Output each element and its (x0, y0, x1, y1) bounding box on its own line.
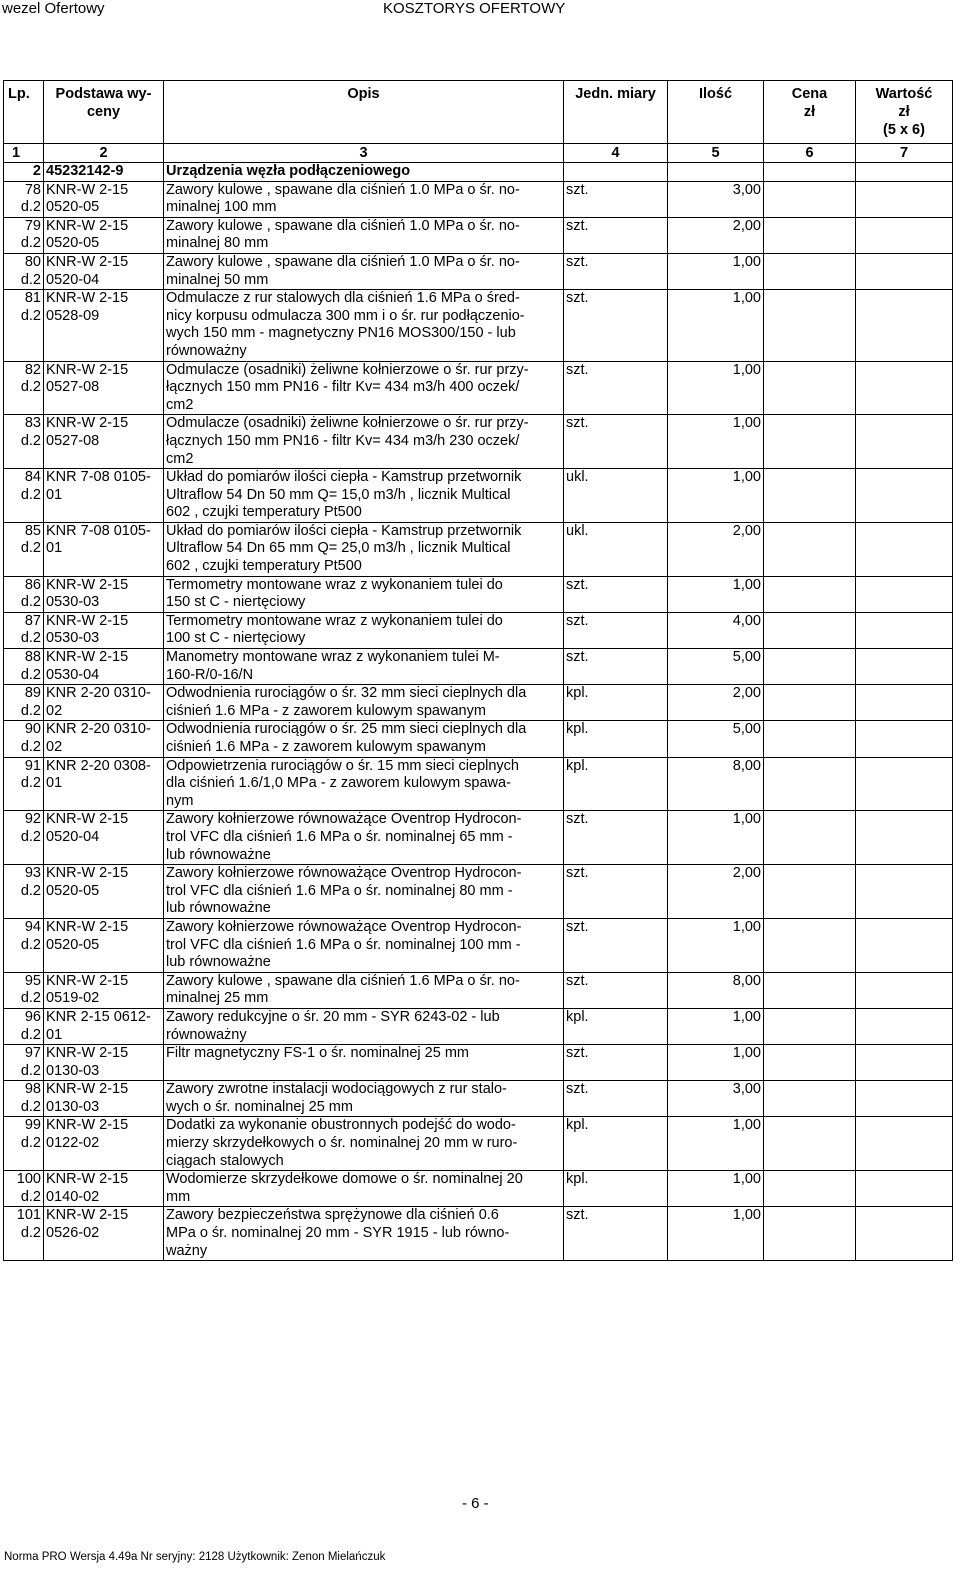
row-description: Dodatki za wykonanie obustronnych podejść do wodo- mierzy skrzydełkowych o śr. nominalnej 20 mm w ruro- ciągach stalowych (164, 1117, 564, 1171)
row-description: Odpowietrzenia rurociągów o śr. 15 mm sieci cieplnych dla ciśnień 1.6/1,0 MPa - z zaworem kulowym spawa- nym (164, 757, 564, 811)
row-price (764, 522, 856, 576)
row-value (856, 181, 953, 217)
row-lp: 81 d.2 (4, 290, 44, 361)
row-price (764, 1008, 856, 1044)
row-unit: szt. (564, 217, 668, 253)
row-unit: szt. (564, 612, 668, 648)
row-value (856, 253, 953, 289)
table-header-row (4, 81, 953, 144)
row-price (764, 181, 856, 217)
row-description: Zawory bezpieczeństwa sprężynowe dla ciśnień 0.6 MPa o śr. nominalnej 20 mm - SYR 1915 - lub równo- ważny (164, 1207, 564, 1261)
row-lp: 87 d.2 (4, 612, 44, 648)
row-basis: KNR-W 2-15 0530-04 (44, 649, 164, 685)
row-price (764, 972, 856, 1008)
row-description: Zawory zwrotne instalacji wodociągowych z rur stalo- wych o śr. nominalnej 25 mm (164, 1081, 564, 1117)
row-value (856, 415, 953, 469)
row-value (856, 918, 953, 972)
row-basis: KNR-W 2-15 0520-04 (44, 811, 164, 865)
row-value (856, 361, 953, 415)
row-unit: szt. (564, 865, 668, 919)
document-header-title: KOSZTORYS OFERTOWY (383, 0, 566, 17)
row-description: Manometry montowane wraz z wykonaniem tulei M- 160-R/0-16/N (164, 649, 564, 685)
row-price (764, 811, 856, 865)
row-basis: KNR-W 2-15 0520-05 (44, 918, 164, 972)
row-price (764, 1117, 856, 1171)
row-basis: KNR-W 2-15 0527-08 (44, 415, 164, 469)
table-row (4, 918, 953, 972)
table-row (4, 612, 953, 648)
row-quantity: 1,00 (668, 1117, 764, 1171)
row-quantity: 1,00 (668, 918, 764, 972)
row-value (856, 1207, 953, 1261)
row-quantity: 2,00 (668, 865, 764, 919)
row-lp: 86 d.2 (4, 576, 44, 612)
empty-cell (764, 163, 856, 182)
row-price (764, 576, 856, 612)
row-lp: 100 d.2 (4, 1171, 44, 1207)
row-description: Zawory kulowe , spawane dla ciśnień 1.0 MPa o śr. no- minalnej 100 mm (164, 181, 564, 217)
row-lp: 80 d.2 (4, 253, 44, 289)
row-lp: 88 d.2 (4, 649, 44, 685)
row-unit: szt. (564, 361, 668, 415)
row-price (764, 1171, 856, 1207)
row-basis: KNR 2-15 0612- 01 (44, 1008, 164, 1044)
column-number: 6 (764, 144, 856, 163)
row-value (856, 1171, 953, 1207)
row-unit: kpl. (564, 685, 668, 721)
row-description: Odwodnienia rurociągów o śr. 32 mm sieci cieplnych dla ciśnień 1.6 MPa - z zaworem kulowym spawanym (164, 685, 564, 721)
row-lp: 99 d.2 (4, 1117, 44, 1171)
row-description: Zawory kulowe , spawane dla ciśnień 1.0 MPa o śr. no- minalnej 50 mm (164, 253, 564, 289)
table-row (4, 972, 953, 1008)
row-description: Termometry montowane wraz z wykonaniem tulei do 150 st C - niertęciowy (164, 576, 564, 612)
row-unit: kpl. (564, 1008, 668, 1044)
row-basis: KNR-W 2-15 0530-03 (44, 612, 164, 648)
row-lp: 89 d.2 (4, 685, 44, 721)
row-description: Termometry montowane wraz z wykonaniem tulei do 100 st C - niertęciowy (164, 612, 564, 648)
row-value (856, 757, 953, 811)
column-number: 5 (668, 144, 764, 163)
row-unit: kpl. (564, 721, 668, 757)
row-quantity: 1,00 (668, 1008, 764, 1044)
row-quantity: 1,00 (668, 1207, 764, 1261)
row-basis: KNR-W 2-15 0526-02 (44, 1207, 164, 1261)
table-row (4, 415, 953, 469)
row-value (856, 1045, 953, 1081)
row-unit: szt. (564, 415, 668, 469)
row-unit: szt. (564, 972, 668, 1008)
row-unit: szt. (564, 290, 668, 361)
table-row (4, 721, 953, 757)
empty-cell (668, 163, 764, 182)
table-row (4, 685, 953, 721)
row-price (764, 865, 856, 919)
section-row (4, 163, 953, 182)
row-lp: 78 d.2 (4, 181, 44, 217)
row-price (764, 757, 856, 811)
row-value (856, 612, 953, 648)
row-quantity: 1,00 (668, 1045, 764, 1081)
row-price (764, 612, 856, 648)
row-value (856, 721, 953, 757)
row-quantity: 2,00 (668, 217, 764, 253)
row-description: Odmulacze (osadniki) żeliwne kołnierzowe o śr. rur przy- łącznych 150 mm PN16 - filtr Kv= 434 m3/h 400 oczek/ cm2 (164, 361, 564, 415)
table-row (4, 469, 953, 523)
row-quantity: 1,00 (668, 469, 764, 523)
row-price (764, 415, 856, 469)
row-unit: ukl. (564, 469, 668, 523)
column-number-row (4, 144, 953, 163)
column-number: 2 (44, 144, 164, 163)
row-quantity: 4,00 (668, 612, 764, 648)
row-unit: kpl. (564, 757, 668, 811)
row-unit: ukl. (564, 522, 668, 576)
row-lp: 95 d.2 (4, 972, 44, 1008)
section-lp: 2 (4, 163, 44, 182)
row-price (764, 649, 856, 685)
row-basis: KNR-W 2-15 0520-05 (44, 865, 164, 919)
row-value (856, 1117, 953, 1171)
row-unit: szt. (564, 181, 668, 217)
row-lp: 84 d.2 (4, 469, 44, 523)
empty-cell (856, 163, 953, 182)
row-basis: KNR 2-20 0310- 02 (44, 685, 164, 721)
row-lp: 92 d.2 (4, 811, 44, 865)
table-row (4, 181, 953, 217)
row-description: Filtr magnetyczny FS-1 o śr. nominalnej 25 mm (164, 1045, 564, 1081)
row-basis: KNR-W 2-15 0130-03 (44, 1081, 164, 1117)
column-header-price: Cena zł (764, 81, 856, 144)
row-basis: KNR 7-08 0105- 01 (44, 469, 164, 523)
row-basis: KNR-W 2-15 0520-05 (44, 217, 164, 253)
table-row (4, 649, 953, 685)
row-price (764, 361, 856, 415)
row-basis: KNR-W 2-15 0519-02 (44, 972, 164, 1008)
row-price (764, 217, 856, 253)
row-quantity: 2,00 (668, 685, 764, 721)
row-lp: 83 d.2 (4, 415, 44, 469)
row-price (764, 918, 856, 972)
row-unit: kpl. (564, 1171, 668, 1207)
table-row (4, 757, 953, 811)
column-header-value: Wartość zł (5 x 6) (856, 81, 953, 144)
page-number: - 6 - (462, 1495, 489, 1512)
table-row (4, 1008, 953, 1044)
row-value (856, 469, 953, 523)
row-basis: KNR-W 2-15 0122-02 (44, 1117, 164, 1171)
row-basis: KNR-W 2-15 0140-02 (44, 1171, 164, 1207)
row-price (764, 469, 856, 523)
row-value (856, 522, 953, 576)
row-description: Wodomierze skrzydełkowe domowe o śr. nominalnej 20 mm (164, 1171, 564, 1207)
table-row (4, 290, 953, 361)
row-lp: 101 d.2 (4, 1207, 44, 1261)
row-description: Odmulacze (osadniki) żeliwne kołnierzowe o śr. rur przy- łącznych 150 mm PN16 - filtr Kv= 434 m3/h 230 oczek/ cm2 (164, 415, 564, 469)
row-value (856, 1081, 953, 1117)
row-description: Odmulacze z rur stalowych dla ciśnień 1.6 MPa o śred- nicy korpusu odmulacza 300 mm i o śr. rur podłączenio- wych 150 mm - magnetyczny PN16 MOS300/150 - lub równoważny (164, 290, 564, 361)
row-quantity: 3,00 (668, 181, 764, 217)
row-basis: KNR-W 2-15 0520-04 (44, 253, 164, 289)
row-price (764, 253, 856, 289)
row-unit: szt. (564, 253, 668, 289)
column-header-qty: Ilość (668, 81, 764, 144)
row-lp: 90 d.2 (4, 721, 44, 757)
row-price (764, 290, 856, 361)
section-title: Urządzenia węzła podłączeniowego (164, 163, 564, 182)
row-unit: szt. (564, 1081, 668, 1117)
row-description: Układ do pomiarów ilości ciepła - Kamstrup przetwornik Ultraflow 54 Dn 65 mm Q= 25,0 m3/h , licznik Multical 602 , czujki temperatury Pt500 (164, 522, 564, 576)
row-quantity: 3,00 (668, 1081, 764, 1117)
row-unit: kpl. (564, 1117, 668, 1171)
row-basis: KNR-W 2-15 0527-08 (44, 361, 164, 415)
row-unit: szt. (564, 649, 668, 685)
row-unit: szt. (564, 918, 668, 972)
row-value (856, 290, 953, 361)
row-value (856, 576, 953, 612)
row-basis: KNR-W 2-15 0528-09 (44, 290, 164, 361)
table-row (4, 1171, 953, 1207)
column-number: 3 (164, 144, 564, 163)
row-lp: 96 d.2 (4, 1008, 44, 1044)
column-number: 1 (4, 144, 44, 163)
column-number: 4 (564, 144, 668, 163)
section-code: 45232142-9 (44, 163, 164, 182)
column-header-lp: Lp. (4, 81, 44, 144)
cost-estimate-table (3, 80, 953, 1261)
table-row (4, 1207, 953, 1261)
row-price (764, 721, 856, 757)
row-basis: KNR-W 2-15 0520-05 (44, 181, 164, 217)
row-description: Zawory kołnierzowe równoważące Oventrop Hydrocon- trol VFC dla ciśnień 1.6 MPa o śr. nominalnej 80 mm - lub równoważne (164, 865, 564, 919)
row-description: Zawory kołnierzowe równoważące Oventrop Hydrocon- trol VFC dla ciśnień 1.6 MPa o śr. nominalnej 100 mm - lub równoważne (164, 918, 564, 972)
row-quantity: 2,00 (668, 522, 764, 576)
row-unit: szt. (564, 576, 668, 612)
column-header-unit: Jedn. miary (564, 81, 668, 144)
row-lp: 79 d.2 (4, 217, 44, 253)
row-lp: 97 d.2 (4, 1045, 44, 1081)
row-basis: KNR 7-08 0105- 01 (44, 522, 164, 576)
column-header-basis: Podstawa wy- ceny (44, 81, 164, 144)
table-row (4, 811, 953, 865)
row-basis: KNR-W 2-15 0530-03 (44, 576, 164, 612)
row-lp: 91 d.2 (4, 757, 44, 811)
table-row (4, 253, 953, 289)
row-value (856, 649, 953, 685)
table-row (4, 1117, 953, 1171)
row-description: Zawory redukcyjne o śr. 20 mm - SYR 6243-02 - lub równoważny (164, 1008, 564, 1044)
column-number: 7 (856, 144, 953, 163)
row-lp: 98 d.2 (4, 1081, 44, 1117)
row-lp: 85 d.2 (4, 522, 44, 576)
row-lp: 93 d.2 (4, 865, 44, 919)
software-footer: Norma PRO Wersja 4.49a Nr seryjny: 2128 Użytkownik: Zenon Mielańczuk (4, 1551, 386, 1563)
row-value (856, 811, 953, 865)
row-unit: szt. (564, 1207, 668, 1261)
row-value (856, 865, 953, 919)
table-row (4, 361, 953, 415)
document-header-left: wezel Ofertowy (2, 0, 105, 17)
row-quantity: 1,00 (668, 253, 764, 289)
table-row (4, 865, 953, 919)
row-description: Odwodnienia rurociągów o śr. 25 mm sieci cieplnych dla ciśnień 1.6 MPa - z zaworem kulowym spawanym (164, 721, 564, 757)
row-unit: szt. (564, 1045, 668, 1081)
row-lp: 82 d.2 (4, 361, 44, 415)
row-quantity: 1,00 (668, 1171, 764, 1207)
row-price (764, 1207, 856, 1261)
row-quantity: 8,00 (668, 972, 764, 1008)
row-description: Zawory kulowe , spawane dla ciśnień 1.0 MPa o śr. no- minalnej 80 mm (164, 217, 564, 253)
row-quantity: 1,00 (668, 811, 764, 865)
table-row (4, 217, 953, 253)
row-price (764, 1045, 856, 1081)
row-quantity: 8,00 (668, 757, 764, 811)
table-row (4, 1045, 953, 1081)
empty-cell (564, 163, 668, 182)
row-basis: KNR 2-20 0308- 01 (44, 757, 164, 811)
row-price (764, 685, 856, 721)
row-quantity: 5,00 (668, 649, 764, 685)
table-row (4, 576, 953, 612)
row-quantity: 5,00 (668, 721, 764, 757)
row-description: Zawory kulowe , spawane dla ciśnień 1.6 MPa o śr. no- minalnej 25 mm (164, 972, 564, 1008)
row-value (856, 1008, 953, 1044)
row-quantity: 1,00 (668, 361, 764, 415)
row-quantity: 1,00 (668, 415, 764, 469)
row-basis: KNR 2-20 0310- 02 (44, 721, 164, 757)
row-lp: 94 d.2 (4, 918, 44, 972)
row-quantity: 1,00 (668, 576, 764, 612)
row-unit: szt. (564, 811, 668, 865)
row-description: Zawory kołnierzowe równoważące Oventrop Hydrocon- trol VFC dla ciśnień 1.6 MPa o śr. nominalnej 65 mm - lub równoważne (164, 811, 564, 865)
table-row (4, 1081, 953, 1117)
column-header-desc: Opis (164, 81, 564, 144)
row-value (856, 217, 953, 253)
row-value (856, 972, 953, 1008)
table-row (4, 522, 953, 576)
row-description: Układ do pomiarów ilości ciepła - Kamstrup przetwornik Ultraflow 54 Dn 50 mm Q= 15,0 m3/h , licznik Multical 602 , czujki temperatury Pt500 (164, 469, 564, 523)
row-value (856, 685, 953, 721)
row-price (764, 1081, 856, 1117)
row-basis: KNR-W 2-15 0130-03 (44, 1045, 164, 1081)
row-quantity: 1,00 (668, 290, 764, 361)
